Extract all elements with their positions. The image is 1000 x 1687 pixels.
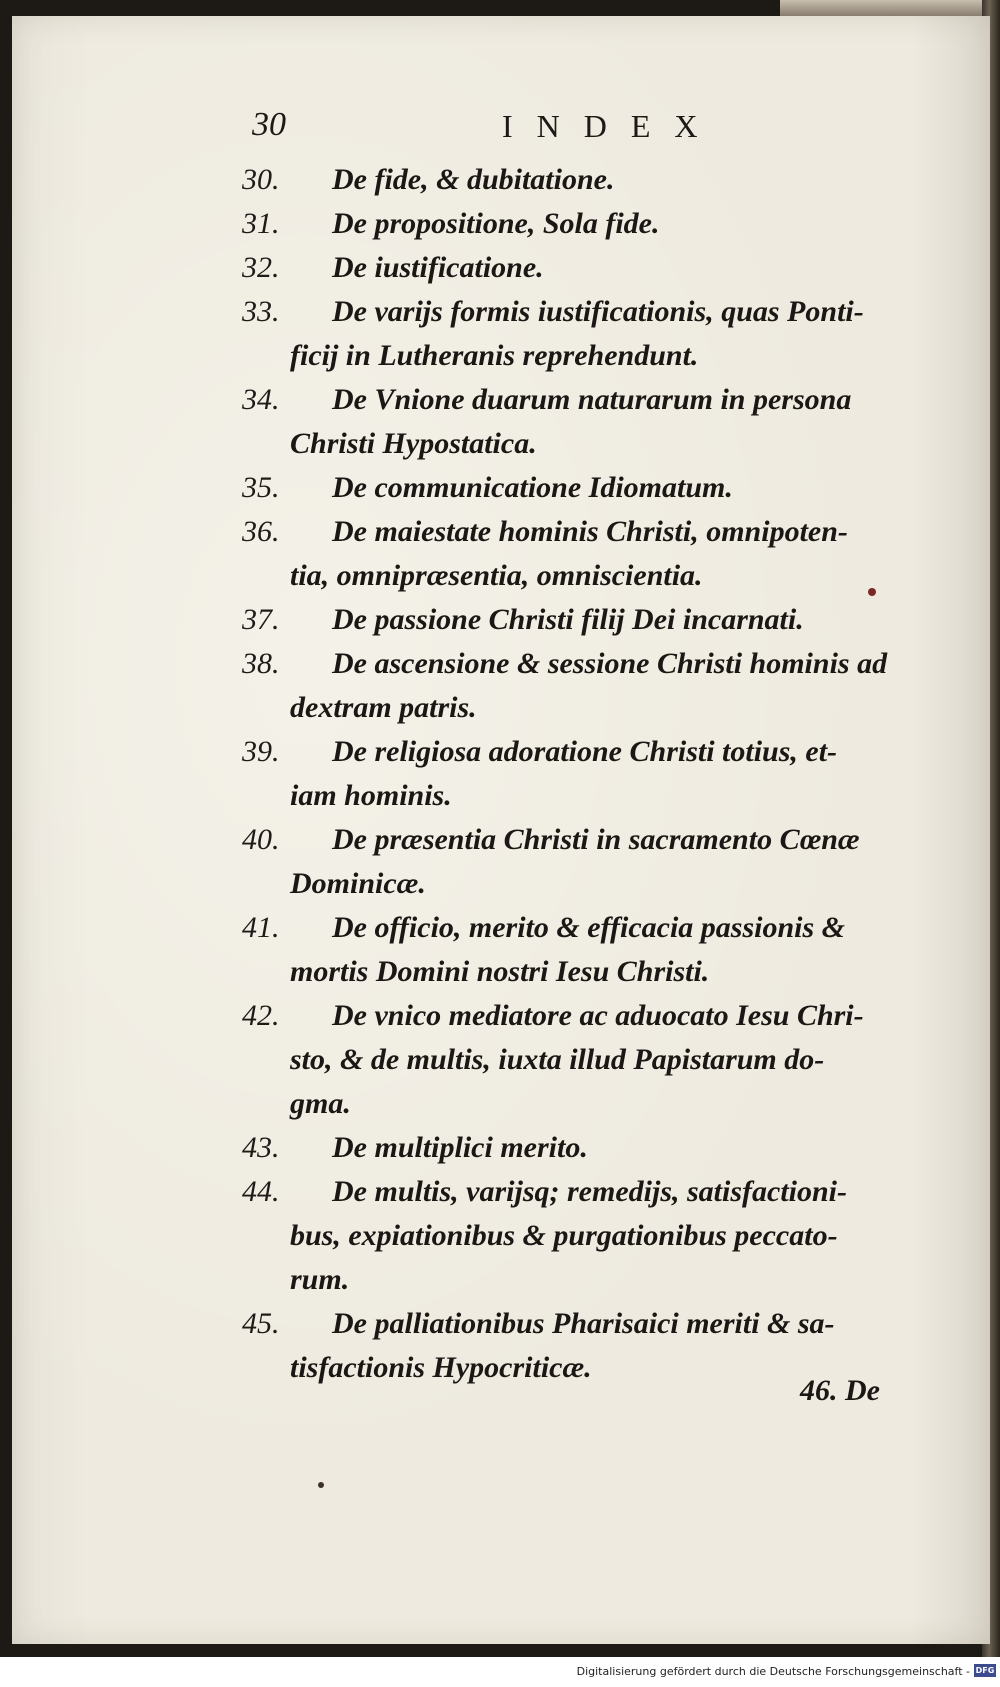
entry-text: iam hominis. xyxy=(290,779,452,812)
entry-first-line xyxy=(242,158,914,202)
entry-text: De præsentia Christi in sacramento Cœnæ xyxy=(332,823,860,856)
entry-number: 39. xyxy=(242,735,280,768)
entry-continuation-line xyxy=(242,862,914,906)
entry-text: De iustificatione. xyxy=(332,251,544,284)
entry-number: 37. xyxy=(242,603,280,636)
entry-continuation-line xyxy=(242,774,914,818)
entry-text: sto, & de multis, iuxta illud Papistarum do- xyxy=(290,1043,825,1076)
entry-text: De varijs formis iustificationis, quas Ponti- xyxy=(332,295,864,328)
entry-text: mortis Domini nostri Iesu Christi. xyxy=(290,955,710,988)
entry-text: De passione Christi filij Dei incarnati. xyxy=(332,603,804,636)
index-entry xyxy=(242,158,914,202)
entry-continuation-line xyxy=(242,554,914,598)
index-entry xyxy=(242,202,914,246)
dfg-logo: DFG xyxy=(975,1666,995,1675)
entry-number: 40. xyxy=(242,823,280,856)
entry-text: ficij in Lutheranis reprehendunt. xyxy=(290,339,699,372)
entry-continuation-line xyxy=(242,334,914,378)
entry-text: tia, omnipræsentia, omniscientia. xyxy=(290,559,703,592)
entry-number: 30. xyxy=(242,163,280,196)
entry-number: 38. xyxy=(242,647,280,680)
entry-number: 32. xyxy=(242,251,280,284)
entry-text: bus, expiationibus & purgationibus peccato- xyxy=(290,1219,838,1252)
page-number: 30 xyxy=(252,106,286,143)
entry-continuation-line xyxy=(242,1082,914,1126)
entry-text: rum. xyxy=(290,1263,350,1296)
entry-continuation-line xyxy=(242,950,914,994)
entry-text: De Vnione duarum naturarum in persona xyxy=(332,383,852,416)
entry-first-line xyxy=(242,378,914,422)
book-page xyxy=(12,16,990,1644)
entry-number: 43. xyxy=(242,1131,280,1164)
index-entry xyxy=(242,466,914,510)
index-entry xyxy=(242,1170,914,1302)
ink-speck xyxy=(318,1482,324,1488)
entry-continuation-line xyxy=(242,1038,914,1082)
entry-text: De maiestate hominis Christi, omnipoten- xyxy=(332,515,848,548)
index-entry xyxy=(242,906,914,994)
index-entry xyxy=(242,642,914,730)
ink-speck xyxy=(868,588,876,596)
entry-text: De officio, merito & efficacia passionis & xyxy=(332,911,846,944)
entry-first-line xyxy=(242,466,914,510)
entry-number: 33. xyxy=(242,295,280,328)
entry-number: 44. xyxy=(242,1175,280,1208)
index-entry xyxy=(242,598,914,642)
entry-continuation-line xyxy=(242,686,914,730)
index-entry xyxy=(242,730,914,818)
entry-first-line xyxy=(242,906,914,950)
entry-text: De communicatione Idiomatum. xyxy=(332,471,733,504)
entry-text: Christi Hypostatica. xyxy=(290,427,537,460)
entry-text: De religiosa adoratione Christi totius, et- xyxy=(332,735,838,768)
entry-number: 42. xyxy=(242,999,280,1032)
index-entry xyxy=(242,818,914,906)
index-entry xyxy=(242,510,914,598)
entry-text: De ascensione & sessione Christi hominis ad xyxy=(332,647,888,680)
entry-text: De multis, varijsq; remedijs, satisfactioni- xyxy=(332,1175,847,1208)
entry-text: De fide, & dubitatione. xyxy=(332,163,615,196)
entry-number: 34. xyxy=(242,383,280,416)
entry-continuation-line xyxy=(242,1214,914,1258)
entry-number: 36. xyxy=(242,515,280,548)
entry-number: 35. xyxy=(242,471,280,504)
entry-number: 45. xyxy=(242,1307,280,1340)
footer-bar xyxy=(0,1657,1000,1687)
entry-continuation-line xyxy=(242,422,914,466)
entry-first-line xyxy=(242,202,914,246)
index-entry xyxy=(242,246,914,290)
entry-text: tisfactionis Hypocriticæ. xyxy=(290,1351,592,1384)
entry-first-line xyxy=(242,818,914,862)
entry-first-line xyxy=(242,1302,914,1346)
entry-text: De propositione, Sola fide. xyxy=(332,207,660,240)
entry-text: De multiplici merito. xyxy=(332,1131,588,1164)
entry-first-line xyxy=(242,246,914,290)
catchword: 46. De xyxy=(800,1374,880,1407)
entry-first-line xyxy=(242,642,914,686)
index-entry xyxy=(242,378,914,466)
entry-first-line xyxy=(242,1126,914,1170)
index-entries xyxy=(242,158,914,1390)
index-entry xyxy=(242,1126,914,1170)
running-head xyxy=(252,106,722,156)
entry-first-line xyxy=(242,1170,914,1214)
entry-first-line xyxy=(242,510,914,554)
entry-first-line xyxy=(242,994,914,1038)
entry-text: De vnico mediatore ac aduocato Iesu Chri- xyxy=(332,999,864,1032)
index-entry xyxy=(242,290,914,378)
index-entry xyxy=(242,994,914,1126)
entry-text: De palliationibus Pharisaici meriti & sa- xyxy=(332,1307,835,1340)
entry-first-line xyxy=(242,290,914,334)
entry-first-line xyxy=(242,598,914,642)
entry-number: 31. xyxy=(242,207,280,240)
entry-text: dextram patris. xyxy=(290,691,477,724)
entry-text: Dominicæ. xyxy=(290,867,426,900)
page-title: INDEX xyxy=(502,108,722,144)
footer-credit: Digitalisierung gefördert durch die Deutsche Forschungsgemeinschaft - xyxy=(576,1665,970,1678)
entry-continuation-line xyxy=(242,1258,914,1302)
entry-text: gma. xyxy=(290,1087,351,1120)
entry-first-line xyxy=(242,730,914,774)
entry-number: 41. xyxy=(242,911,280,944)
